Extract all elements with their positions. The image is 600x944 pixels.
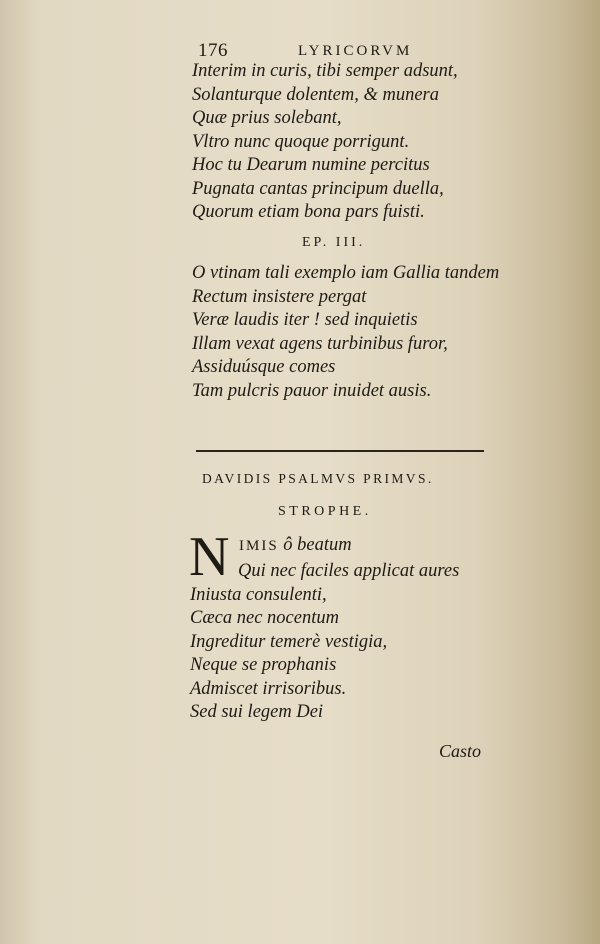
verse-line: Rectum insistere pergat <box>192 286 367 307</box>
verse-line: Illam vexat agens turbinibus furor, <box>192 333 448 354</box>
verse-line: Tam pulcris pauor inuidet ausis. <box>192 380 432 401</box>
verse-line: Admiscet irrisoribus. <box>190 678 347 699</box>
stanza-verse <box>192 60 458 225</box>
verse-line: Quorum etiam bona pars fuisti. <box>192 202 425 222</box>
catchword: Casto <box>439 741 482 761</box>
epode-title: EP. III. <box>302 235 366 250</box>
verse-line: Ingreditur temerè vestigia, <box>190 631 388 652</box>
running-head: LYRICORVM <box>298 43 413 59</box>
psalm-verse <box>190 560 459 725</box>
verse-line: Sed sui legem Dei <box>190 702 324 722</box>
epode-verse <box>192 262 499 403</box>
first-line-caps: IMIS <box>239 538 279 554</box>
verse-line: Veræ laudis iter ! sed inquietis <box>192 310 418 330</box>
psalm-first-line <box>239 535 352 556</box>
verse-line: Vltro nunc quoque porrigunt. <box>192 131 410 152</box>
drop-cap: N <box>189 526 230 588</box>
verse-line: Quæ prius solebant, <box>192 108 342 128</box>
verse-line: Interim in curis, tibi semper adsunt, <box>192 61 458 81</box>
verse-line: Solanturque dolentem, & munera <box>192 84 439 105</box>
verse-line: Hoc tu Dearum numine percitus <box>192 155 430 175</box>
page-number: 176 <box>198 40 228 61</box>
verse-line: Pugnata cantas principum duella, <box>192 178 444 199</box>
verse-line: Assiduúsque comes <box>192 357 336 377</box>
verse-line: Iniusta consulenti, <box>190 584 327 605</box>
first-line-rest: ô beatum <box>283 535 352 555</box>
strophe-title: STROPHE. <box>278 504 372 519</box>
verse-line: Neque se prophanis <box>190 655 337 675</box>
section-divider <box>196 450 484 452</box>
verse-line: Qui nec faciles applicat aures <box>238 561 460 581</box>
verse-line: Cæca nec nocentum <box>190 608 339 628</box>
verse-line: O vtinam tali exemplo iam Gallia tandem <box>192 263 500 283</box>
psalm-title: DAVIDIS PSALMVS PRIMVS. <box>202 471 434 486</box>
